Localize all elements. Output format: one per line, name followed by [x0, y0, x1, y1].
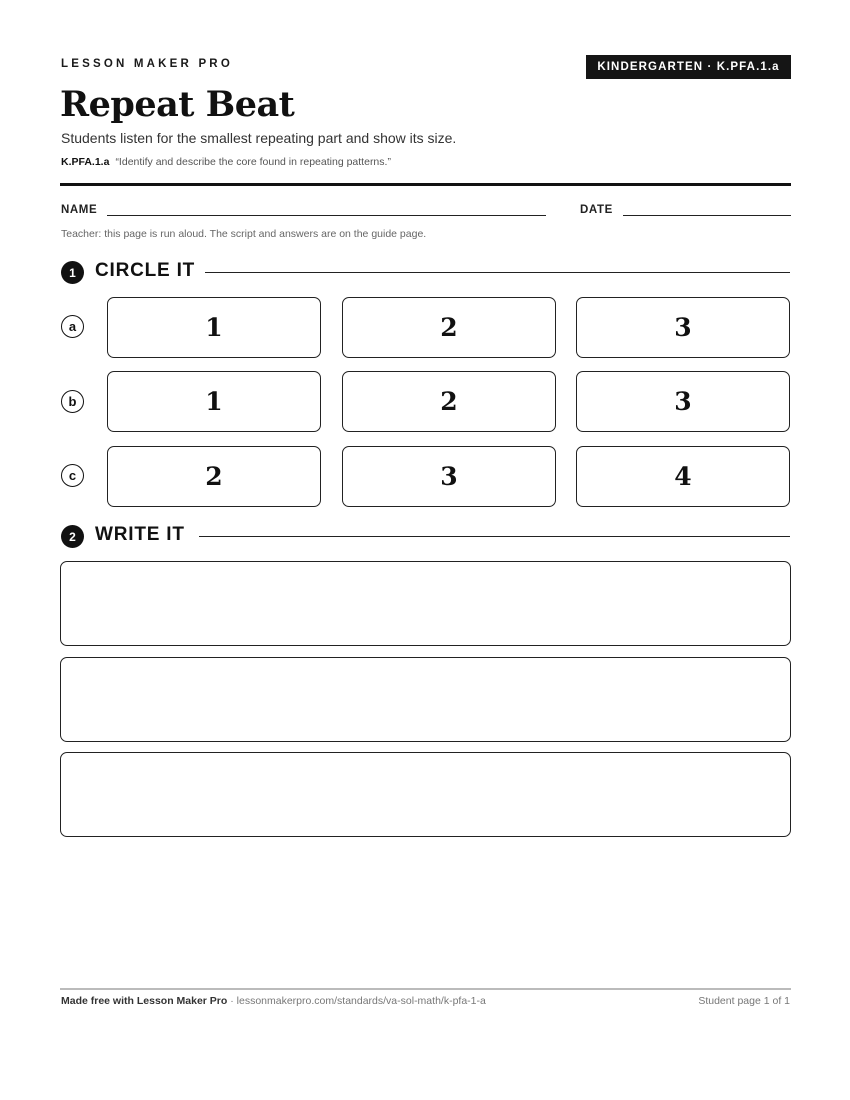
section-1-title: CIRCLE IT [95, 260, 196, 281]
section-2-rule [199, 536, 790, 537]
brand-name: LESSON MAKER PRO [61, 58, 233, 70]
header-divider [60, 183, 791, 186]
teacher-note: Teacher: this page is run aloud. The script and answers are on the guide page. [61, 228, 427, 240]
row-c-choice-2[interactable]: 3 [342, 446, 556, 507]
row-b-choice-1[interactable]: 1 [107, 371, 321, 432]
footer-divider [60, 988, 791, 990]
standard-line [61, 156, 391, 168]
footer-credit [61, 995, 486, 1007]
row-c-choice-3[interactable]: 4 [576, 446, 790, 507]
section-2-title: WRITE IT [95, 524, 185, 545]
footer-page-label: Student page 1 of 1 [698, 995, 790, 1007]
section-1-number: 1 [61, 261, 84, 284]
row-a-choice-2[interactable]: 2 [342, 297, 556, 358]
name-label: NAME [61, 204, 98, 216]
standard-description: “Identify and describe the core found in repeating patterns.” [115, 156, 391, 168]
write-box-3[interactable] [60, 752, 791, 837]
row-b-choice-2[interactable]: 2 [342, 371, 556, 432]
name-field[interactable] [107, 215, 546, 216]
grade-standard-badge: KINDERGARTEN · K.PFA.1.a [586, 55, 791, 79]
write-box-2[interactable] [60, 657, 791, 742]
row-a-choice-3[interactable]: 3 [576, 297, 790, 358]
section-1-rule [205, 272, 790, 273]
row-a-choice-1[interactable]: 1 [107, 297, 321, 358]
row-b-choice-3[interactable]: 3 [576, 371, 790, 432]
row-a-label: a [61, 315, 84, 338]
footer-brand: Made free with Lesson Maker Pro [61, 995, 228, 1007]
row-c-label: c [61, 464, 84, 487]
row-c-choice-1[interactable]: 2 [107, 446, 321, 507]
date-field[interactable] [623, 215, 791, 216]
standard-code: K.PFA.1.a [61, 156, 110, 168]
write-box-1[interactable] [60, 561, 791, 646]
row-b-label: b [61, 390, 84, 413]
section-2-number: 2 [61, 525, 84, 548]
footer-url[interactable]: lessonmakerpro.com/standards/va-sol-math/k-pfa-1-a [236, 995, 486, 1007]
page-title: Repeat Beat [60, 84, 295, 125]
page-subtitle: Students listen for the smallest repeating part and show its size. [61, 130, 457, 146]
footer-separator: · [227, 995, 237, 1007]
date-label: DATE [580, 204, 613, 216]
